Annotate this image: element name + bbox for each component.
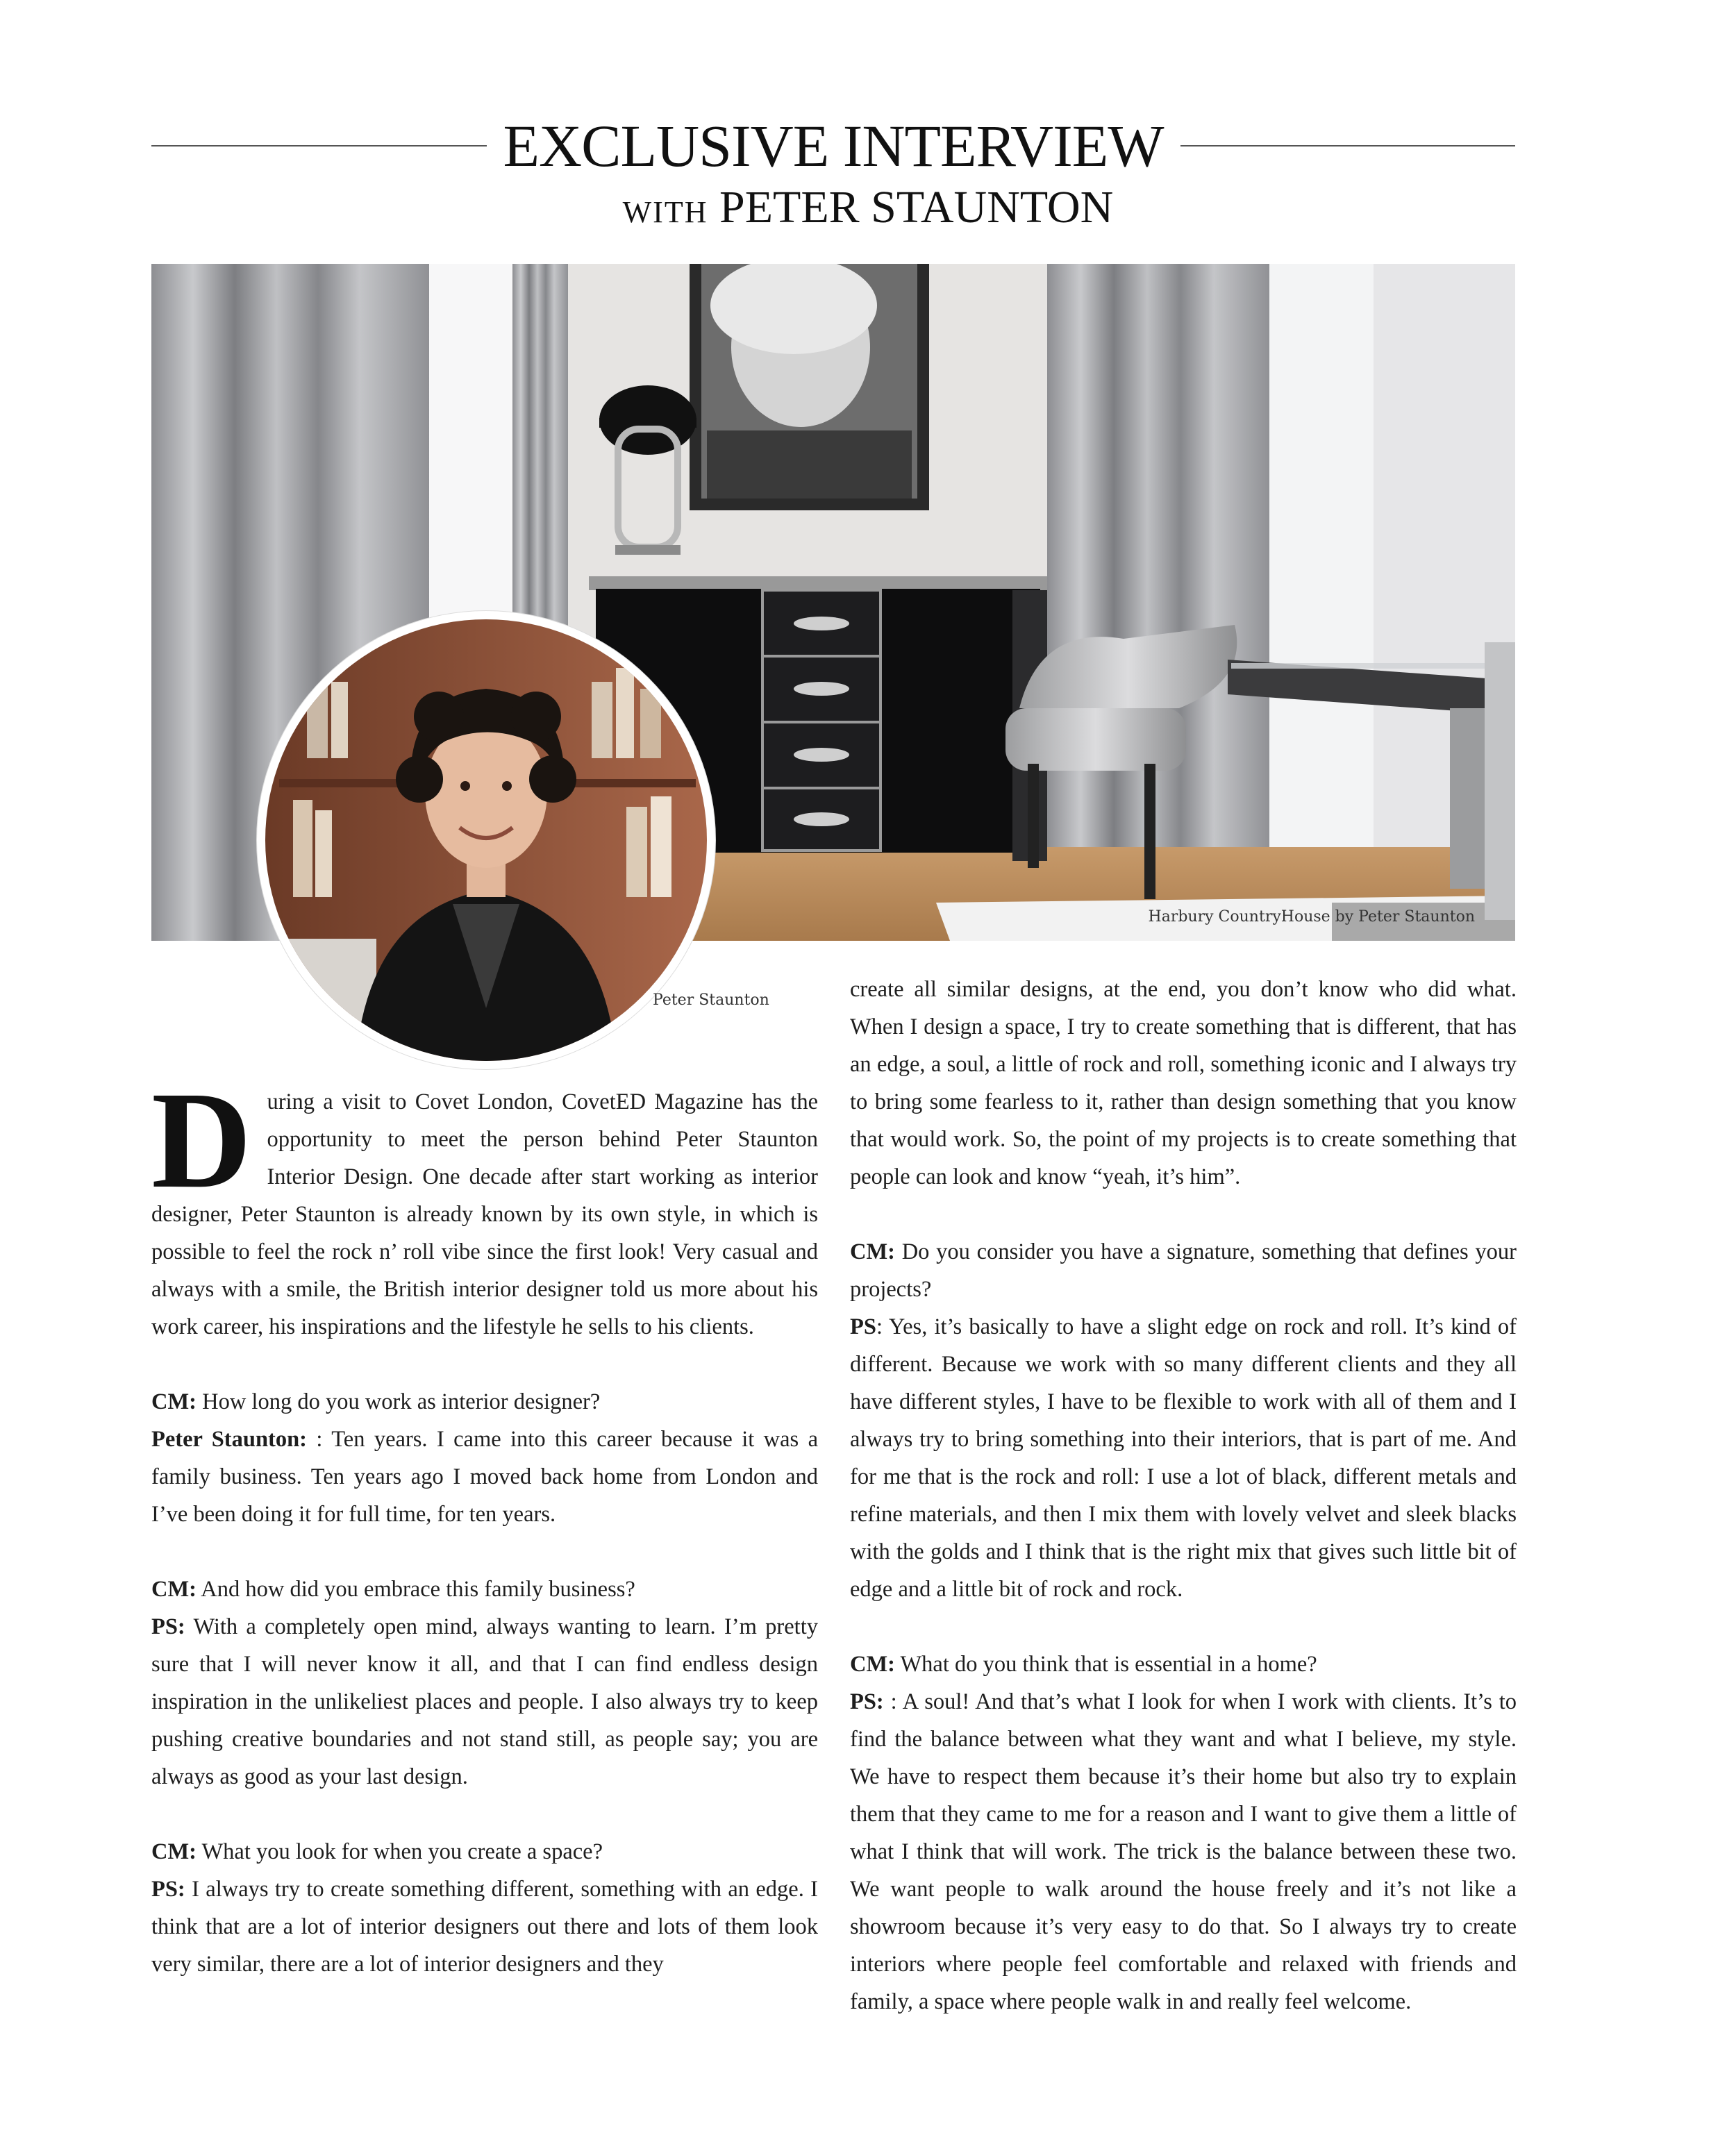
title-rule-right [1180,145,1516,147]
answer-2: PS: With a completely open mind, always wanting to learn. I’m pretty sure that I will never know it all, and that I can find endless design inspiration in the unlikeliest places and people. I also always try to keep pushing creative boundaries and not stand still, as people say; you are always as good as your last design. [151,1614,818,1789]
answer-3: PS: I always try to create something different, something with an edge. I think that are a lot of interior designers out there and lots of them look very similar, there are a lot of interior designers and they [151,1877,818,1977]
question-2: CM: And how did you embrace this family business? [151,1577,635,1602]
intro-paragraph [151,1064,818,1346]
answer-1: Peter Staunton: : Ten years. I came into this career because it was a family business. Ten years ago I moved back home from London and I’ve been doing it for full time, for ten years. [151,1427,818,1527]
portrait-caption: Peter Staunton [653,991,769,1009]
designer-portrait [257,611,715,1069]
answer-4: PS: Yes, it’s basically to have a slight edge on rock and roll. It’s kind of different. Because we work with so many different clients and they all have different styles, I have to be flexible to work with all of them and I always try to bring something into their interiors, that is part of me. And for me that is the rock and roll: I use a lot of black, different metals and refine materials, and then I mix them with lovely velvet and sleek blacks with the golds and I think that is the right mix that gives such little bit of edge and a little bit of rock and rock. [850,1314,1517,1602]
title-row [151,104,1515,187]
article-right-column [850,971,1517,2020]
subtitle-prefix: WITH [622,195,708,229]
page-title: EXCLUSIVE INTERVIEW [503,112,1164,179]
page-subtitle [0,182,1736,233]
answer-3-continuation: create all similar designs, at the end, you don’t know who did what. When I design a space, I try to create something that is different, that has an edge, a soul, a little of rock and roll, something iconic and I always try to bring some fearless to it, rather than design something that you know that would work. So, the point of my projects is to create something that people can look and know “yeah, it’s him”. [850,977,1517,1189]
drop-cap: D [151,1064,252,1217]
question-5: CM: What do you think that is essential in a home? [850,1652,1317,1677]
article-left-column [151,1064,818,1983]
subtitle-name: PETER STAUNTON [719,182,1114,233]
answer-5: PS: : A soul! And that’s what I look for when I work with clients. It’s to find the balance between what they want and what I believe, my style. We have to respect them because it’s their home but also try to explain them that they came to me for a reason and I want to give them a little of what I think that will work. The trick is the balance between these two. We want people to walk around the house freely and it’s not like a showroom because it’s very easy to do that. So I always try to create interiors where people feel comfortable and relaxed with friends and family, a space where people walk in and really feel welcome. [850,1689,1517,2014]
title-rule-left [151,145,487,147]
question-4: CM: Do you consider you have a signature, something that defines your projects? [850,1239,1517,1302]
hero-photo-caption: Harbury CountryHouse by Peter Staunton [1148,908,1475,926]
question-3: CM: What you look for when you create a space? [151,1839,603,1864]
designer-portrait-photo [265,619,707,1061]
intro-text: uring a visit to Covet London, CovetED Magazine has the opportunity to meet the person behind Peter Staunton Interior Design. One decade after start working as interior designer, Peter Staunton is already known by its own style, in which is possible to feel the rock n’ roll vibe since the first look! Very casual and always with a smile, the British interior designer told us more about his work career, his inspirations and the lifestyle he sells to his clients. [151,1089,818,1339]
question-1: CM: How long do you work as interior designer? [151,1389,601,1414]
